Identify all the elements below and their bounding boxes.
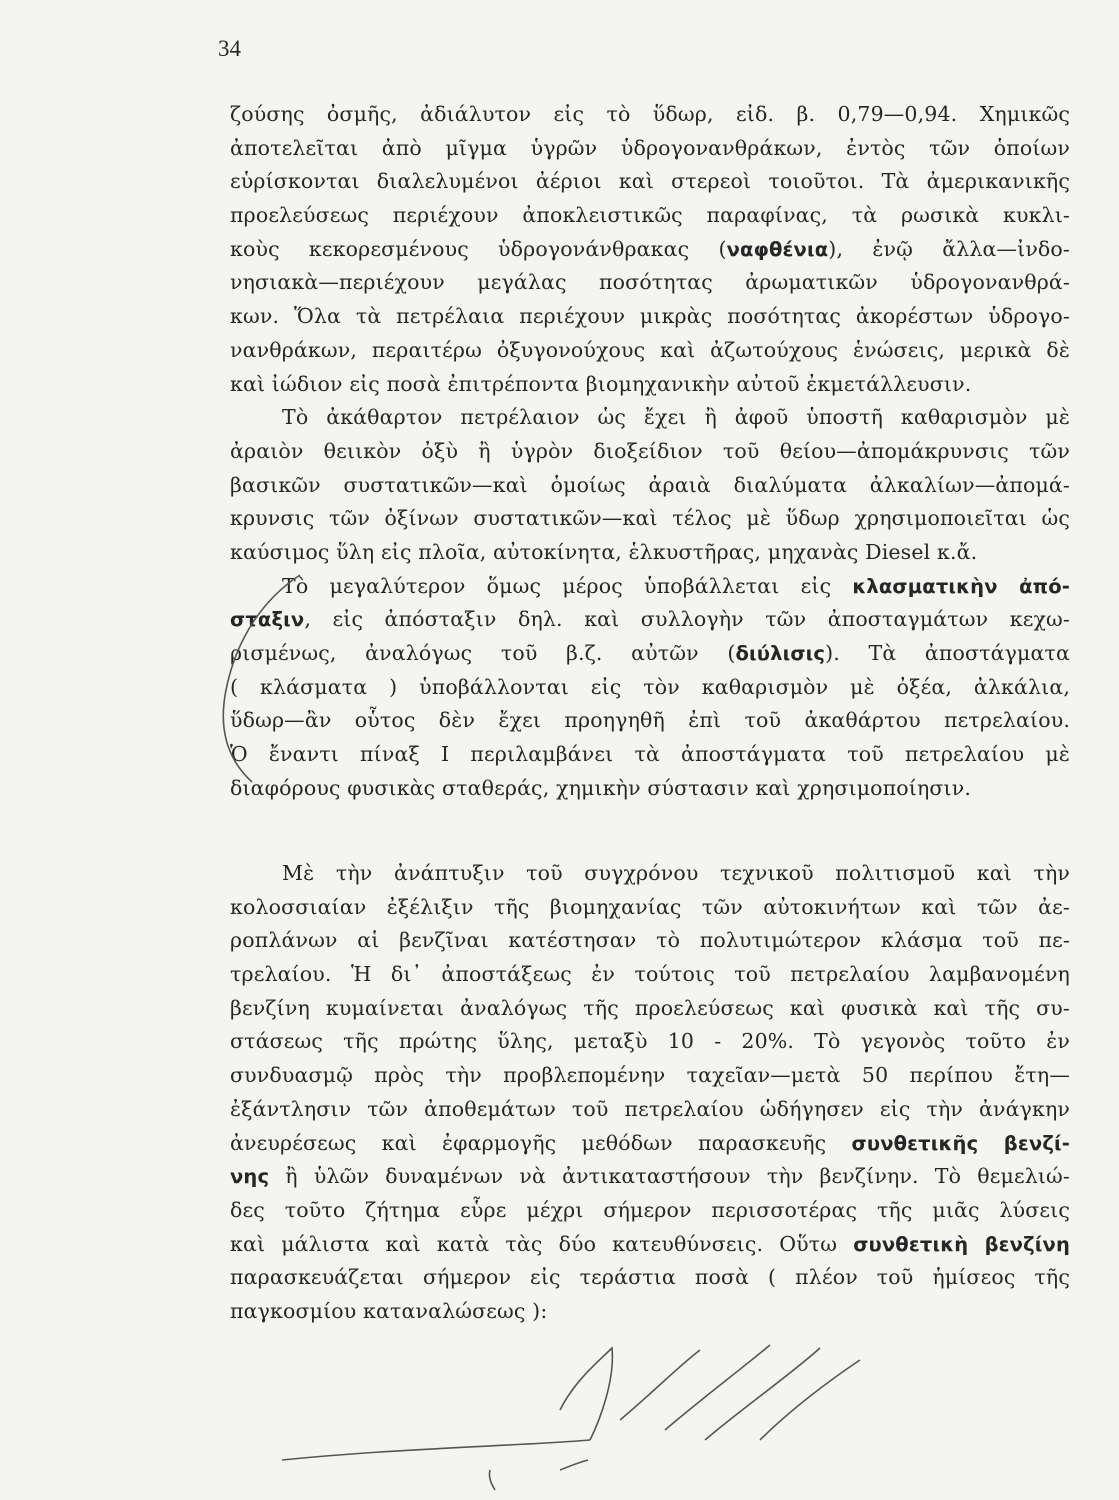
text-line [230,1059,1070,1093]
text-run: νανθράκων, περαιτέρω ὀξυγονούχους καὶ ἀζωτούχους ἑνώσεις, μερικὰ δὲ [230,337,1070,362]
paragraph-1 [230,98,1070,401]
text-line [230,1093,1070,1127]
text-run: στάσεως τῆς πρώτης ὕλης, μεταξὺ 10 - 20%. Τὸ γεγονὸς τοῦτο ἐν [230,1029,1070,1054]
text-line [230,738,1070,772]
bold-term: ναφθένια [726,237,829,261]
handwritten-underline [282,1440,590,1460]
text-line [230,165,1070,199]
bold-term: συνθετικῆς βενζί- [851,1131,1070,1155]
text-line [230,857,1070,891]
text-run: Τὸ ἀκάθαρτον πετρέλαιον ὡς ἔχει ἢ ἀφοῦ ὑποστῆ καθαρισμὸν μὲ [282,405,1070,430]
text-run: ἀποτελεῖται ἀπὸ μῖγμα ὑγρῶν ὑδρογονανθράκων, ἐντὸς τῶν ὁποίων [230,135,1070,160]
text-line [230,891,1070,925]
handwritten-scribble [620,1350,700,1420]
text-run: καὶ ἰώδιον εἰς ποσὰ ἐπιτρέποντα βιομηχανικὴν αὐτοῦ ἐκμετάλλευσιν. [230,371,972,396]
paragraph-2 [230,401,1070,569]
text-run: κων. Ὅλα τὰ πετρέλαια περιέχουν μικρὰς ποσότητας ἀκορέστων ὑδρογο- [230,304,1070,329]
text-line [230,1194,1070,1228]
text-line [230,1261,1070,1295]
text-run: κρυνσις τῶν ὀξίνων συστατικῶν—καὶ τέλος μὲ ὕδωρ χρησιμοποιεῖται ὡς [230,506,1070,531]
text-run: ἐξάντλησιν τῶν ἀποθεμάτων τοῦ πετρελαίου ὡδήγησεν εἰς τὴν ἀνάγκην [230,1096,1070,1121]
text-line [230,1295,1070,1329]
paragraph-3 [230,570,1070,806]
text-run: νησιακὰ—περιέχουν μεγάλας ποσότητας ἀρωματικῶν ὑδρογονανθρά- [230,270,1070,295]
text-run: προελεύσεως περιέχουν ἀποκλειστικῶς παραφίνας, τὰ ρωσικὰ κυκλι- [230,203,1070,228]
text-run: δες τοῦτο ζήτημα εὗρε μέχρι σήμερον περισσοτέρας τῆς μιᾶς λύσεις [230,1197,1070,1222]
text-run: Τὸ μεγαλύτερον ὅμως μέρος ὑποβάλλεται εἰς [282,573,853,598]
handwritten-scribble [760,1360,860,1440]
text-line [230,233,1070,267]
text-run: ροπλάνων αἱ βενζῖναι κατέστησαν τὸ πολυτιμώτερον κλάσμα τοῦ πε- [230,928,1070,953]
text-run: παγκοσμίου καταναλώσεως ): [230,1298,548,1323]
text-line [230,704,1070,738]
text-run: κοὺς κεκορεσμένους ὑδρογονάνθρακας ( [230,236,727,261]
text-run: βενζίνη κυμαίνεται ἀναλόγως τῆς προελεύσεως καὶ φυσικὰ καὶ τῆς συ- [230,995,1070,1020]
text-line [230,1160,1070,1194]
text-run: ρισμένως, ἀναλόγως τοῦ β.ζ. αὐτῶν ( [230,641,736,665]
text-run: Μὲ τὴν ἀνάπτυξιν τοῦ συγχρόνου τεχνικοῦ πολιτισμοῦ καὶ τὴν [282,861,1070,885]
handwritten-scribble [705,1348,820,1440]
text-run: καύσιμος ὕλη εἰς πλοῖα, αὐτοκίνητα, ἑλκυστῆρας, μηχανὰς Diesel κ.ἄ. [230,539,978,564]
text-run: ἢ ὑλῶν δυναμένων νὰ ἀντικαταστήσουν τὴν βενζίνην. Τὸ θεμελιώ- [269,1164,1070,1189]
text-line [230,992,1070,1026]
text-run: ὕδωρ—ἂν οὗτος δὲν ἔχει προηγηθῆ ἐπὶ τοῦ ἀκαθάρτου πετρελαίου. [230,708,1070,733]
text-line [230,300,1070,334]
text-line [230,671,1070,705]
bold-term: διύλισις [735,642,826,665]
text-run: ), ἐνῷ ἄλλα—ἰνδο- [828,236,1070,261]
text-section-top [230,98,1070,805]
text-run: ). Τὰ ἀποστάγματα [825,641,1070,665]
handwritten-tick [560,1460,588,1470]
text-line [230,924,1070,958]
page-number: 34 [218,36,241,61]
text-run: ἀνευρέσεως καὶ ἐφαρμογῆς μεθόδων παρασκευῆς [230,1130,852,1155]
bold-term: συνθετικὴ βενζίνη [853,1232,1070,1256]
handwritten-scribble [560,1348,612,1440]
text-line [230,199,1070,233]
text-line [230,401,1070,435]
text-line [230,502,1070,536]
text-run: ἀραιὸν θειικὸν ὀξὺ ἢ ὑγρὸν διοξείδιον τοῦ θείου—ἀπομάκρυνσις τῶν [230,438,1070,463]
text-section-bottom [230,857,1070,1329]
text-line [230,1025,1070,1059]
text-run: τρελαίου. Ἡ δι᾽ ἀποστάξεως ἐν τούτοις τοῦ πετρελαίου λαμβανομένη [230,962,1070,987]
text-run: ( κλάσματα ) ὑποβάλλονται εἰς τὸν καθαρισμὸν μὲ ὀξέα, ἀλκάλια, [230,674,1070,699]
handwritten-scribble [665,1345,770,1430]
bold-term: σταξιν [230,608,305,632]
text-run: Ὁ ἔναντι πίναξ Ι περιλαμβάνει τὰ ἀποστάγματα τοῦ πετρελαίου μὲ [230,742,1070,767]
text-line [230,603,1070,637]
text-line [230,772,1070,806]
text-line [230,435,1070,469]
text-run: καὶ μάλιστα καὶ κατὰ τὰς δύο κατευθύνσεις. Οὕτω [230,1231,854,1256]
text-run: , εἰς ἀπόσταξιν δηλ. καὶ συλλογὴν τῶν ἀποσταγμάτων κεχω- [304,607,1070,632]
text-line [230,334,1070,368]
text-line [230,368,1070,402]
text-line [230,1127,1070,1161]
text-run: ζούσης ὀσμῆς, ἀδιάλυτον εἰς τὸ ὕδωρ, εἰδ. β. 0,79—0,94. Χημικῶς [230,102,1070,126]
text-line [230,536,1070,570]
handwritten-tick [489,1470,495,1490]
text-run: κολοσσιαίαν ἐξέλιξιν τῆς βιομηχανίας τῶν αὐτοκινήτων καὶ τῶν ἀε- [230,894,1070,919]
text-line [230,1228,1070,1262]
text-run: εὑρίσκονται διαλελυμένοι ἀέριοι καὶ στερεοὶ τοιοῦτοι. Τὰ ἀμερικανικῆς [230,169,1070,194]
text-run: διαφόρους φυσικὰς σταθεράς, χημικὴν σύστασιν καὶ χρησιμοποίησιν. [230,775,972,800]
text-line [230,132,1070,166]
text-line [230,469,1070,503]
text-run: παρασκευάζεται σήμερον εἰς τεράστια ποσὰ ( πλέον τοῦ ἡμίσεος τῆς [230,1265,1070,1290]
text-run: βασικῶν συστατικῶν—καὶ ὁμοίως ἀραιὰ διαλύματα ἀλκαλίων—ἀπομά- [230,472,1070,497]
bold-term: νης [230,1165,270,1189]
text-line [230,570,1070,604]
text-line [230,958,1070,992]
paragraph-4 [230,857,1070,1329]
bold-term: κλασματικὴν ἀπό- [852,574,1070,598]
text-line [230,98,1070,132]
text-line [230,637,1070,671]
text-line [230,266,1070,300]
text-run: συνδυασμῷ πρὸς τὴν προβλεπομένην ταχεῖαν—μετὰ 50 περίπου ἔτη— [230,1063,1070,1088]
